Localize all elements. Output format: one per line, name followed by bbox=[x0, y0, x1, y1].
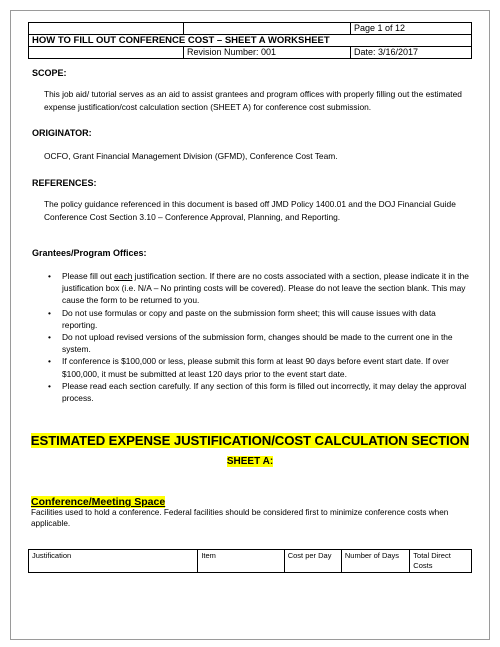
originator-heading: ORIGINATOR: bbox=[32, 128, 92, 138]
originator-text: OCFO, Grant Financial Management Division (GFMD), Conference Cost Team. bbox=[44, 151, 338, 161]
section-title-text: ESTIMATED EXPENSE JUSTIFICATION/COST CALCULATION SECTION bbox=[30, 433, 470, 448]
grantees-heading: Grantees/Program Offices: bbox=[32, 248, 147, 258]
scope-heading: SCOPE: bbox=[32, 68, 67, 78]
column-header-item: Item bbox=[198, 550, 284, 573]
list-item bbox=[46, 270, 470, 307]
header-blank-cell-3 bbox=[29, 47, 184, 59]
justification-table bbox=[28, 549, 472, 573]
list-item: • Please read each section carefully. If any section of this form is filled out incorrectly, it may delay the approval process. bbox=[46, 380, 470, 404]
column-header-total-direct-costs: Total Direct Costs bbox=[410, 550, 472, 573]
bullet1-pre: Please fill out bbox=[62, 271, 115, 281]
bullet1-post: justification section. If there are no costs associated with a section, please indicate it in the justification box (i.e. N/A – No printing costs will be covered). Please do not leave the section blank. This may cause the form to be returned to you. bbox=[62, 271, 469, 306]
references-text: The policy guidance referenced in this document is based off JMD Policy 1400.01 and the DOJ Financial Guide Conference Cost Section 3.10 – Conference Approval, Planning, and Reporting. bbox=[44, 199, 456, 222]
bullet1-underlined: each bbox=[114, 271, 133, 281]
list-item: • Do not upload revised versions of the submission form, changes should be made to the current one in the system. bbox=[46, 331, 470, 355]
page-number: Page 1 of 12 bbox=[351, 23, 472, 35]
revision-date: Date: 3/16/2017 bbox=[351, 47, 472, 59]
header-blank-cell-2 bbox=[184, 23, 351, 35]
section-title bbox=[0, 432, 500, 450]
conference-space-heading-text: Conference/Meeting Space bbox=[31, 496, 166, 508]
list-item: • Do not use formulas or copy and paste on the submission form sheet; this will cause issues with data reporting. bbox=[46, 307, 470, 331]
section-subtitle-text: SHEET A: bbox=[226, 456, 274, 467]
revision-number: Revision Number: 001 bbox=[184, 47, 351, 59]
column-header-justification: Justification bbox=[29, 550, 198, 573]
conference-space-description: Facilities used to hold a conference. Federal facilities should be considered first to minimize conference costs when applicable. bbox=[31, 508, 449, 528]
document-title: HOW TO FILL OUT CONFERENCE COST – SHEET A WORKSHEET bbox=[29, 35, 472, 47]
document-header-table bbox=[28, 22, 472, 59]
references-heading: REFERENCES: bbox=[32, 178, 97, 188]
list-item: • If conference is $100,000 or less, please submit this form at least 90 days before event start date. If over $100,000, it must be submitted at least 120 days prior to the event start date. bbox=[46, 355, 470, 379]
column-header-number-of-days: Number of Days bbox=[341, 550, 409, 573]
instructions-list bbox=[46, 270, 470, 404]
column-header-cost-per-day: Cost per Day bbox=[284, 550, 341, 573]
scope-text: This job aid/ tutorial serves as an aid to assist grantees and program offices with properly filling out the estimated expense justification/cost calculation section (SHEET A) for conference cost submission. bbox=[44, 89, 462, 112]
header-blank-cell bbox=[29, 23, 184, 35]
section-subtitle bbox=[0, 451, 500, 469]
